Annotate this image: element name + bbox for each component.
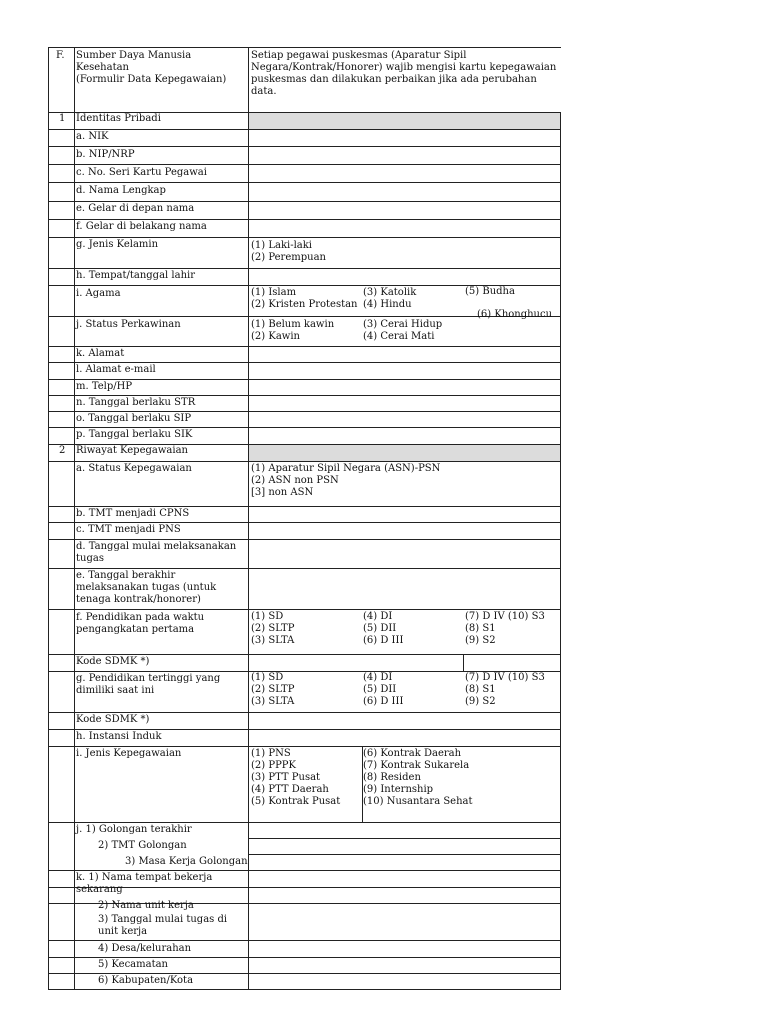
field-label: c. No. Seri Kartu Pegawai: [76, 167, 207, 178]
field-label: 4) Desa/kelurahan: [98, 943, 192, 954]
option-list: (2) ASN non PSN: [251, 475, 339, 486]
field-label: tenaga kontrak/honorer): [76, 594, 201, 605]
field-label: h. Tempat/tanggal lahir: [76, 270, 195, 281]
field-label: o. Tanggal berlaku SIP: [76, 413, 192, 424]
option-list: (9) S2: [465, 635, 496, 646]
rule-line: [248, 838, 561, 839]
rule-line: [48, 539, 561, 540]
option-list: (6) D III: [363, 635, 404, 646]
section-header-shade: [248, 444, 560, 461]
field-label: d. Tanggal mulai melaksanakan: [76, 541, 237, 552]
field-label: c. TMT menjadi PNS: [76, 524, 181, 535]
option-list: (3) Katolik: [363, 287, 417, 298]
field-label: unit kerja: [98, 926, 148, 937]
rule-line: [48, 822, 561, 823]
field-label: 2) Nama unit kerja: [98, 900, 194, 911]
field-label: b. NIP/NRP: [76, 149, 135, 160]
column-line: [560, 112, 561, 990]
option-list: (2) Kristen Protestan: [251, 299, 358, 310]
field-label: g. Pendidikan tertinggi yang: [76, 673, 221, 684]
rule-line: [48, 129, 561, 130]
subsection-title: Identitas Pribadi: [76, 113, 161, 124]
option-list: (2) SLTP: [251, 684, 295, 695]
field-label: i. Jenis Kepegawaian: [76, 748, 182, 759]
option-list: (9) S2: [465, 696, 496, 707]
rule-line: [48, 461, 561, 462]
option-list: (2) SLTP: [251, 623, 295, 634]
rule-line: [48, 427, 561, 428]
option-list: (4) Cerai Mati: [363, 331, 435, 342]
field-label: m. Telp/HP: [76, 381, 133, 392]
option-list: (3) PTT Pusat: [251, 772, 321, 783]
rule-line: [48, 522, 561, 523]
field-label: a. Status Kepegawaian: [76, 463, 192, 474]
field-label: 6) Kabupaten/Kota: [98, 975, 194, 986]
column-line: [248, 47, 249, 990]
option-list: (2) PPPK: [251, 760, 296, 771]
option-list: (1) SD: [251, 672, 284, 683]
option-item: (6) Khonghucu: [477, 309, 553, 320]
field-label: e. Gelar di depan nama: [76, 203, 195, 214]
rule-line: [48, 729, 561, 730]
field-label: 3) Tanggal mulai tugas di: [98, 914, 228, 925]
subsection-number: 2: [59, 445, 66, 456]
option-list: (2) Perempuan: [251, 252, 326, 263]
option-list: (4) PTT Daerah: [251, 784, 329, 795]
option-list: (5) DII: [363, 684, 397, 695]
field-label: l. Alamat e-mail: [76, 364, 156, 375]
section-title: Kesehatan: [76, 62, 129, 73]
section-header-shade: [248, 112, 560, 129]
rule-line: [48, 746, 561, 747]
field-label: 2) TMT Golongan: [98, 840, 187, 851]
option-list: (9) Internship: [363, 784, 434, 795]
rule-line: [48, 268, 561, 269]
field-label: f. Pendidikan pada waktu: [76, 612, 205, 623]
rule-line: [48, 870, 561, 871]
field-label: a. NIK: [76, 131, 109, 142]
field-label: Kode SDMK *): [76, 656, 150, 667]
field-label: e. Tanggal berakhir: [76, 570, 176, 581]
field-label: Kode SDMK *): [76, 714, 150, 725]
option-list: (4) DI: [363, 611, 393, 622]
rule-line: [48, 989, 561, 990]
field-label: b. TMT menjadi CPNS: [76, 508, 190, 519]
rule-line: [48, 411, 561, 412]
option-list: (1) Belum kawin: [251, 319, 335, 330]
rule-line: [48, 362, 561, 363]
field-label: j. 1) Golongan terakhir: [76, 824, 192, 835]
subsection-number: 1: [59, 113, 66, 124]
section-note: puskesmas dan dilakukan perbaikan jika ada perubahan: [251, 74, 537, 85]
rule-line: [48, 237, 561, 238]
rule-line: [48, 973, 561, 974]
field-label: i. Agama: [76, 288, 121, 299]
option-list: (4) DI: [363, 672, 393, 683]
field-label: dimiliki saat ini: [76, 685, 155, 696]
option-list: (6) Kontrak Daerah: [363, 748, 462, 759]
section-note: Negara/Kontrak/Honorer) wajib mengisi kartu kepegawaian: [251, 62, 557, 73]
option-list: (8) S1: [465, 623, 496, 634]
subsection-title: Riwayat Kepegawaian: [76, 445, 188, 456]
rule-line: [48, 712, 561, 713]
option-list: (10) Nusantara Sehat: [363, 796, 473, 807]
option-list: (3) Cerai Hidup: [363, 319, 443, 330]
column-line: [48, 47, 49, 990]
option-list: (3) SLTA: [251, 635, 295, 646]
option-list: (8) S1: [465, 684, 496, 695]
field-label: n. Tanggal berlaku STR: [76, 397, 196, 408]
field-label: 5) Kecamatan: [98, 959, 168, 970]
rule-line: [48, 47, 561, 48]
option-list: (1) Islam: [251, 287, 297, 298]
option-list: (5) DII: [363, 623, 397, 634]
field-label: f. Gelar di belakang nama: [76, 221, 207, 232]
section-note: Setiap pegawai puskesmas (Aparatur Sipil: [251, 50, 467, 61]
option-list: [3] non ASN: [251, 487, 314, 498]
option-list: (7) D IV (10) S3: [465, 672, 545, 683]
field-label: d. Nama Lengkap: [76, 185, 166, 196]
option-list: (5) Kontrak Pusat: [251, 796, 341, 807]
rule-line: [48, 201, 561, 202]
option-list: (6) D III: [363, 696, 404, 707]
option-list: (1) PNS: [251, 748, 291, 759]
option-list: (1) Laki-laki: [251, 240, 313, 251]
option-list: (8) Residen: [363, 772, 421, 783]
field-label: 3) Masa Kerja Golongan: [125, 856, 248, 867]
field-label: k. 1) Nama tempat bekerja: [76, 872, 213, 883]
field-label: p. Tanggal berlaku SIK: [76, 429, 193, 440]
option-list: (2) Kawin: [251, 331, 300, 342]
rule-line: [48, 395, 561, 396]
option-list: (1) Aparatur Sipil Negara (ASN)-PSN: [251, 463, 441, 474]
option-list: (7) D IV (10) S3: [465, 611, 545, 622]
rule-line: [48, 219, 561, 220]
field-label: pengangkatan pertama: [76, 624, 195, 635]
rule-line: [48, 146, 561, 147]
option-item: (5) Budha: [465, 286, 515, 297]
option-list: (4) Hindu: [363, 299, 412, 310]
rule-line: [48, 940, 561, 941]
option-list: (7) Kontrak Sukarela: [363, 760, 470, 771]
rule-line: [248, 854, 561, 855]
field-label: h. Instansi Induk: [76, 731, 162, 742]
field-label: tugas: [76, 553, 104, 564]
field-label: melaksanakan tugas (untuk: [76, 582, 217, 593]
column-line: [463, 654, 464, 672]
option-list: (3) SLTA: [251, 696, 295, 707]
rule-line: [48, 164, 561, 165]
section-title: Sumber Daya Manusia: [76, 50, 192, 61]
column-line: [74, 47, 75, 990]
section-title: (Formulir Data Kepegawaian): [76, 74, 227, 85]
rule-line: [48, 182, 561, 183]
field-label: k. Alamat: [76, 348, 125, 359]
rule-line: [48, 379, 561, 380]
section-number: F.: [56, 50, 65, 61]
field-label: sekarang: [76, 884, 123, 895]
rule-line: [48, 957, 561, 958]
rule-line: [48, 609, 561, 610]
rule-line: [48, 654, 561, 655]
option-list: (1) SD: [251, 611, 284, 622]
field-label: j. Status Perkawinan: [76, 319, 181, 330]
section-note: data.: [251, 86, 277, 97]
rule-line: [48, 887, 561, 888]
rule-line: [48, 506, 561, 507]
rule-line: [48, 568, 561, 569]
field-label: g. Jenis Kelamin: [76, 239, 159, 250]
rule-line: [48, 346, 561, 347]
